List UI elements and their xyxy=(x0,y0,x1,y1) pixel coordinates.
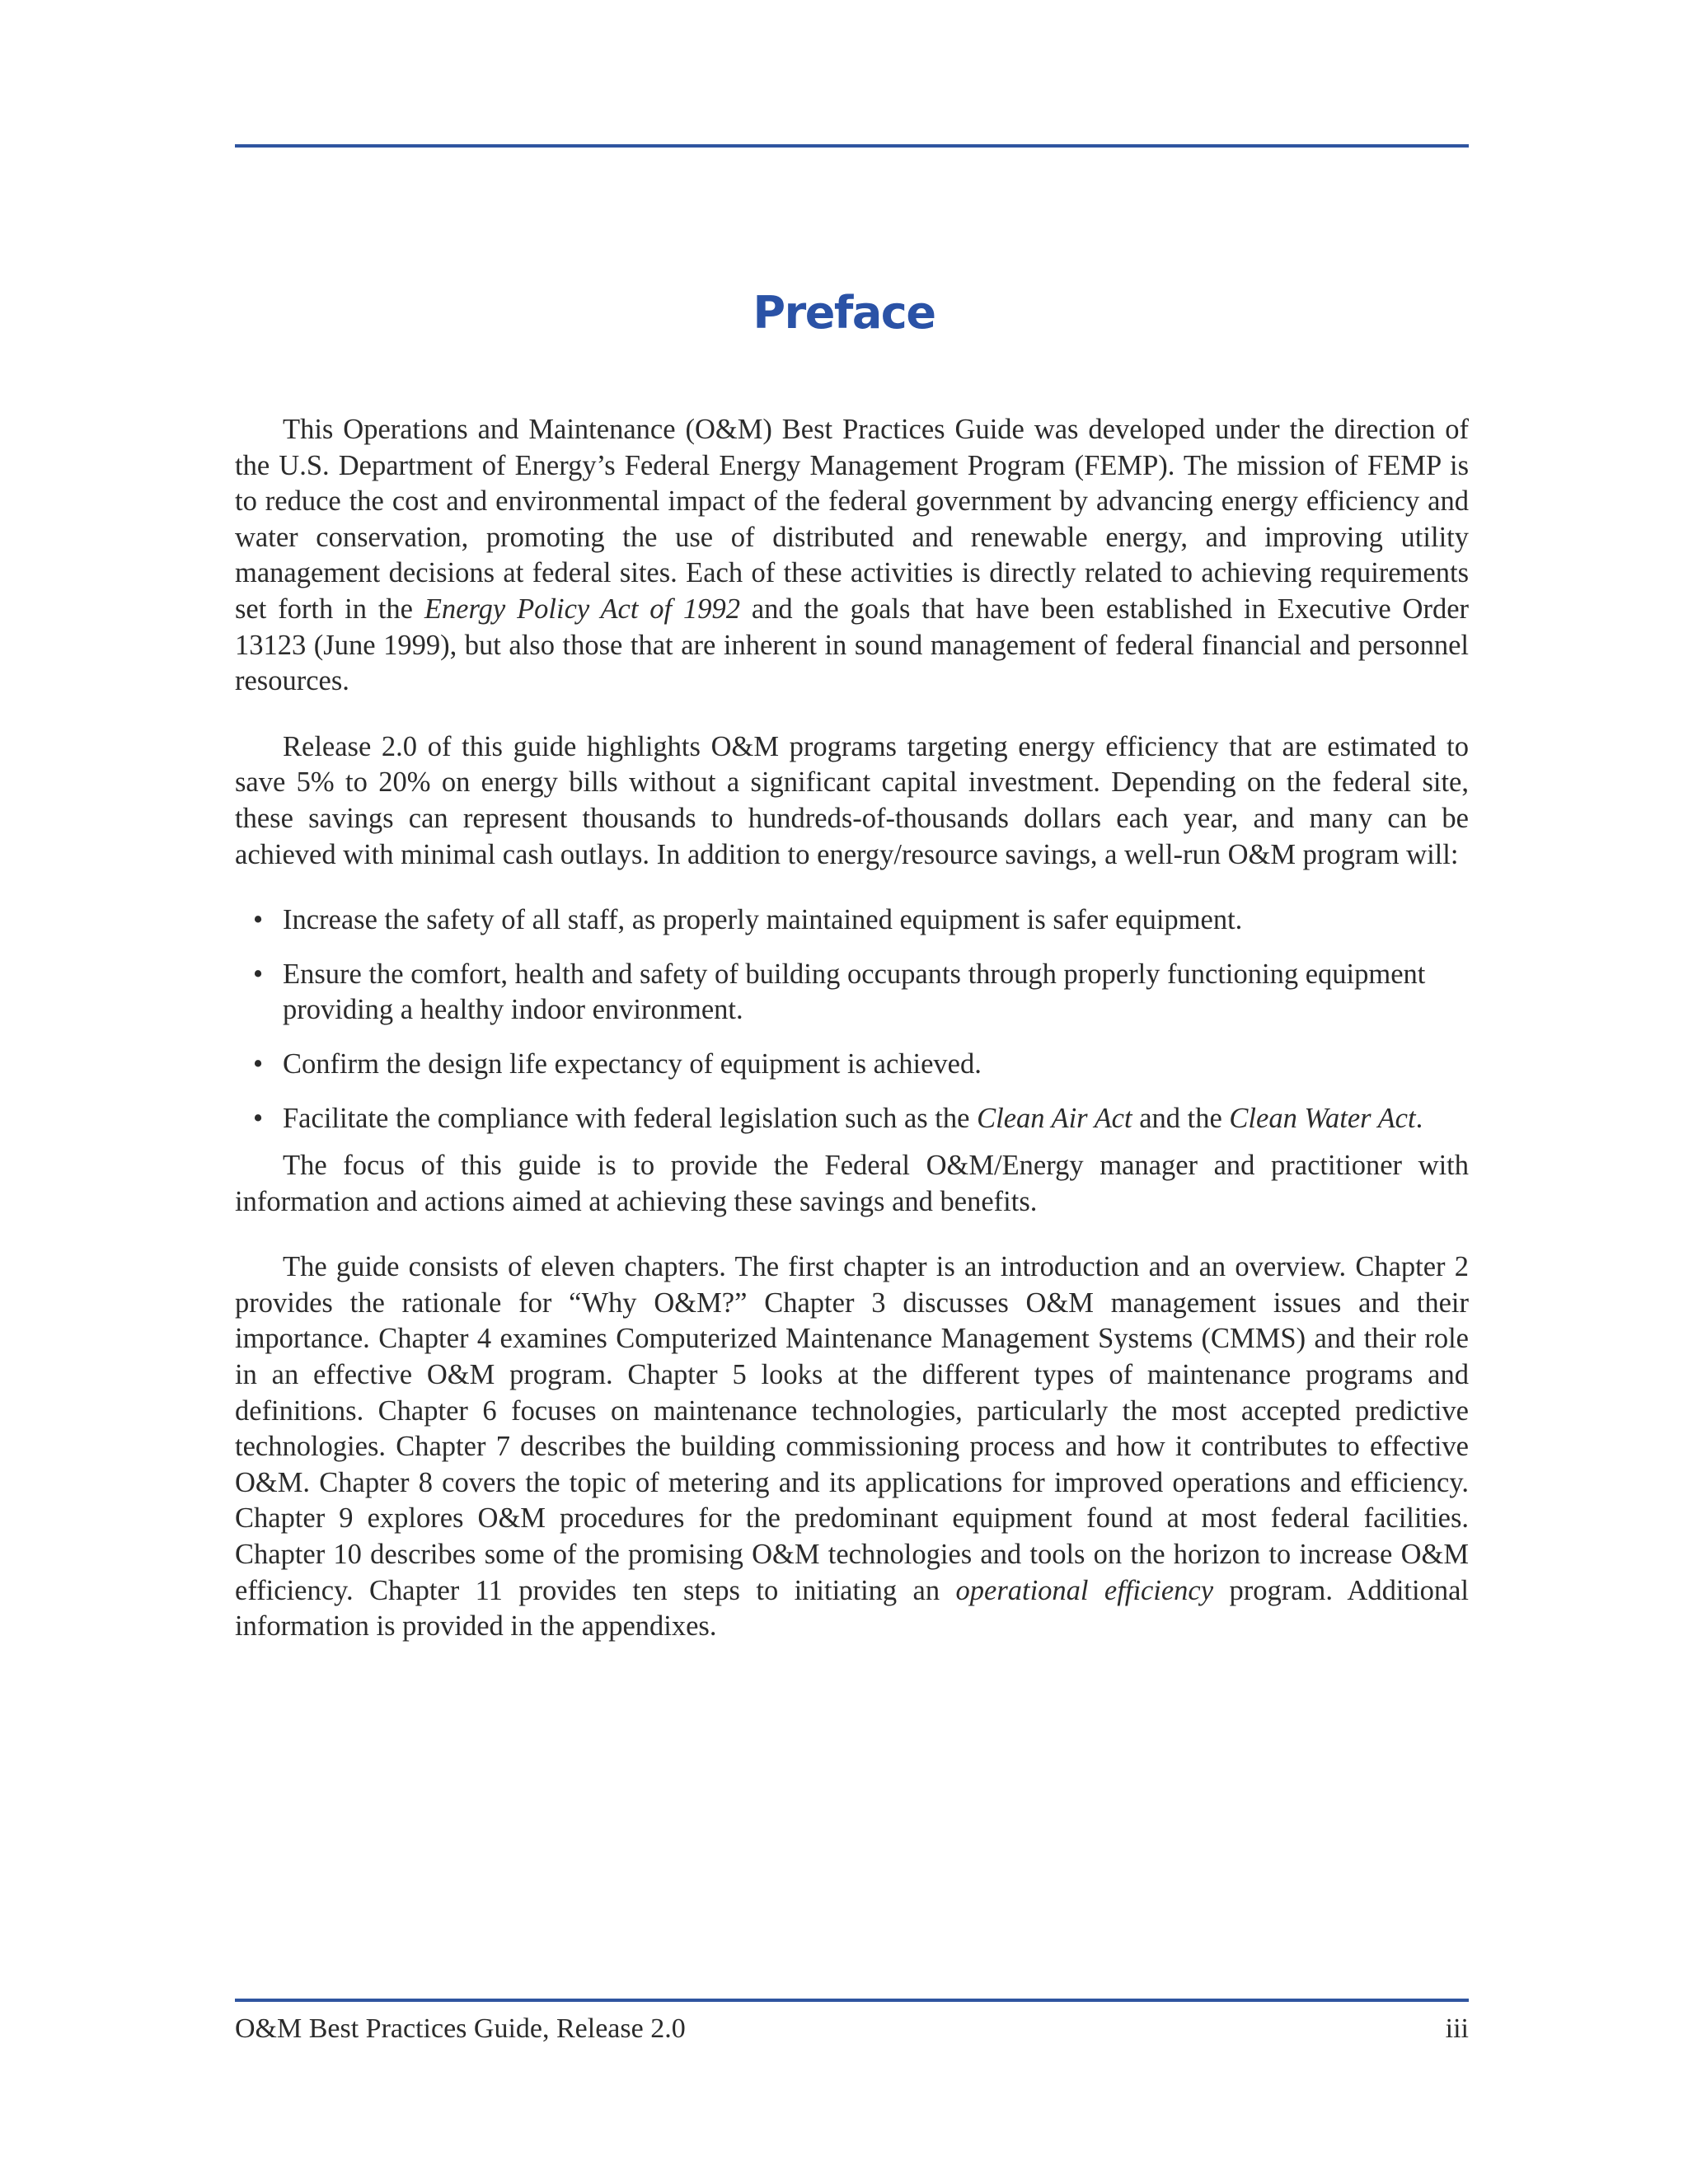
list-item-italic-clean-air-act: Clean Air Act xyxy=(977,1102,1132,1134)
list-item-text-mid: and the xyxy=(1132,1102,1230,1134)
paragraph-chapters-text-b: program. Additional information is provided in the appendixes. xyxy=(235,1574,1470,1643)
paragraph-intro-italic: Energy Policy Act of 1992 xyxy=(424,593,740,625)
list-item-text: Ensure the comfort, health and safety of building occupants through properly functioning equipment providing a healthy indoor environment. xyxy=(283,958,1426,1026)
footer-rule xyxy=(235,1999,1469,2002)
list-item-italic-clean-water-act: Clean Water Act xyxy=(1229,1102,1416,1134)
page-title: Preface xyxy=(753,287,935,339)
list-item xyxy=(235,957,1469,1029)
list-item-text-end: . xyxy=(1415,1102,1423,1134)
list-item xyxy=(235,1101,1469,1137)
benefits-list xyxy=(235,902,1469,1137)
paragraph-chapters-italic: operational efficiency xyxy=(955,1574,1214,1606)
footer-document-title: O&M Best Practices Guide, Release 2.0 xyxy=(235,2013,686,2044)
page-number: iii xyxy=(1445,2013,1469,2044)
paragraph-intro-text-b: and the goals that have been established in Executive Order 13123 (June 1999), but also those that are inherent in sound management of federal financial and personnel resources. xyxy=(235,593,1469,697)
paragraph-intro-text-a: This Operations and Maintenance (O&M) Best Practices Guide was developed under the direction of the U.S. Department of Energy’s Federal Energy Management Program (FEMP). The mission of FEMP is to reduce the cost and environmental impact of the federal government by advancing energy efficiency and water conservation, promoting the use of distributed and renewable energy, and improving utility management decisions at federal sites. Each of these activities is directly related to achieving requirements set forth in the xyxy=(235,414,1469,625)
bullet-icon: • xyxy=(253,1047,264,1080)
bullet-icon: • xyxy=(253,1102,264,1134)
list-item xyxy=(235,1047,1469,1083)
list-item-text: Confirm the design life expectancy of equipment is achieved. xyxy=(283,1047,982,1080)
list-item-text-a: Facilitate the compliance with federal legislation such as the xyxy=(283,1102,978,1134)
bullet-icon: • xyxy=(253,958,264,990)
list-item-text: Increase the safety of all staff, as properly maintained equipment is safer equipment. xyxy=(283,904,1243,936)
paragraph-focus: The focus of this guide is to provide the Federal O&M/Energy manager and practitioner with information and actions aimed at achieving these savings and benefits. xyxy=(235,1150,1469,1217)
paragraph-chapters xyxy=(235,1249,1469,1645)
preface-body xyxy=(235,412,1469,1645)
list-item xyxy=(235,902,1469,939)
paragraph-release: Release 2.0 of this guide highlights O&M programs targeting energy efficiency that are estimated to save 5% to 20% on energy bills without a significant capital investment. Depending on the federal site, these savings can represent thousands to hundreds-of-thousands dollars each year, and many can be achieved with minimal cash outlays. In addition to energy/resource savings, a well-run O&M program will: xyxy=(235,730,1469,870)
bullet-icon: • xyxy=(253,904,264,936)
header-rule xyxy=(235,144,1469,148)
paragraph-intro xyxy=(235,412,1469,700)
paragraph-chapters-text-a: The guide consists of eleven chapters. The first chapter is an introduction and an overview. Chapter 2 provides the rationale for “Why O&M?” Chapter 3 discusses O&M management issues and their importance. Chapter 4 examines Computerized Maintenance Management Systems (CMMS) and their role in an effective O&M program. Chapter 5 looks at the different types of maintenance programs and definitions. Chapter 6 focuses on maintenance technologies, particularly the most accepted predictive technologies. Chapter 7 describes the building commissioning process and how it contributes to effective O&M. Chapter 8 covers the topic of metering and its applications for improved operations and efficiency. Chapter 9 explores O&M procedures for the predominant equipment found at most federal facilities. Chapter 10 describes some of the promising O&M technologies and tools on the horizon to increase O&M efficiency. Chapter 11 provides ten steps to initiating an xyxy=(235,1251,1469,1606)
